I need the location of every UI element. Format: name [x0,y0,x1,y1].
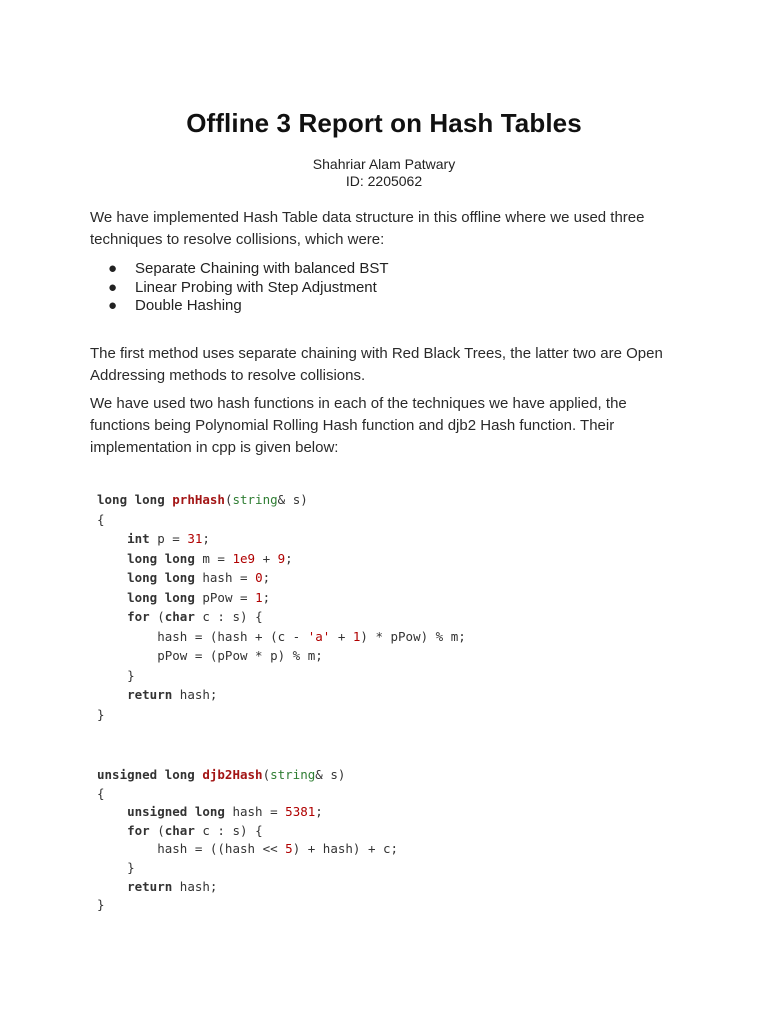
code-line [97,822,398,841]
code-token: p = [149,531,188,546]
code-token: } [97,897,105,913]
technique-list [108,260,389,316]
code-token: ( [149,822,165,838]
code-token: prhHash [172,492,225,507]
code-token: char [164,609,195,624]
code-token [97,804,127,819]
code-token: pPow = [194,589,256,605]
methods-paragraph: The first method uses separate chaining with Red Black Trees, the latter two are Open Addressing methods to resolve collisions. [90,345,663,384]
code-line [97,685,466,705]
bullet-icon: ● [108,260,118,277]
code-line [97,529,466,549]
code-token: long long [97,492,173,507]
code-token: ; [315,804,323,820]
bullet-icon: ● [108,278,118,296]
code-token: long long [127,550,195,566]
code-token: } [97,859,135,875]
document-title: Offline 3 Report on Hash Tables [186,108,582,138]
code-token: hash = ((hash << [97,841,286,857]
code-token: string [270,767,316,782]
code-token: 1 [352,628,361,644]
code-block-prhhash [97,490,466,724]
code-line [97,510,466,530]
code-token: return [127,878,173,894]
code-token: 1e9 [232,550,256,566]
code-token: 1 [255,589,263,605]
code-token [97,879,127,894]
code-line [97,896,398,915]
code-token: ( [262,767,271,782]
code-token: ; [202,531,210,546]
code-token: for [127,609,150,624]
code-token: long long [127,570,195,585]
code-token: pPow = (pPow * p) % m; [97,648,323,663]
code-line [97,705,466,725]
code-token: { [97,511,105,527]
list-item-text: Double Hashing [135,297,242,314]
author-block [0,156,768,190]
code-token: return [127,687,173,702]
code-token: 5 [285,841,293,857]
code-line [97,588,466,608]
code-block-djb2hash [97,766,398,915]
code-token: 5381 [285,804,316,820]
code-token: ; [262,570,271,585]
code-token: 9 [277,550,286,566]
code-token: for [127,822,150,838]
code-token: } [97,706,105,722]
list-item [108,279,389,298]
code-token: ( [149,609,165,624]
code-token [97,590,127,605]
code-line [97,859,398,878]
code-line [97,646,466,666]
code-line [97,785,398,804]
code-token: ; [262,589,271,605]
code-token: ( [224,492,233,507]
intro-paragraph: We have implemented Hash Table data structure in this offline where we used three techniques to resolve collisions, which were: [90,209,645,248]
code-token: string [232,492,278,507]
code-line [97,568,466,588]
code-token: + [255,550,278,566]
code-token [97,609,127,624]
code-token: } [97,667,135,683]
code-token: hash; [172,878,218,894]
code-line [97,840,398,859]
code-token: c : s) { [194,822,263,838]
code-token: hash = [224,804,286,820]
code-token: c : s) { [194,609,263,624]
code-token [97,531,127,546]
code-token [97,687,127,702]
hash-functions-paragraph: We have used two hash functions in each of the techniques we have applied, the functions being Polynomial Rolling Hash function and djb2 Hash function. Their implementation in cpp is given below: [90,395,627,456]
code-token: & s) [315,767,346,782]
list-item [108,297,389,316]
code-token: 'a' [307,628,331,644]
code-token: ; [285,550,293,566]
code-token: + [330,628,353,644]
code-line [97,607,466,627]
code-token: unsigned long [97,767,203,782]
code-token: djb2Hash [202,767,263,782]
author-name: Shahriar Alam Patwary [312,156,456,172]
code-line [97,666,466,686]
code-token: & s) [277,492,308,507]
code-token: m = [194,550,233,566]
code-token: unsigned long [127,804,225,820]
code-token: 0 [255,570,263,585]
code-token: { [97,785,105,801]
code-token: 31 [187,531,203,546]
code-line [97,878,398,897]
student-id: ID: 2205062 [345,173,423,189]
code-token: ) + hash) + c; [292,841,399,857]
code-token [97,551,127,566]
list-item [108,260,389,279]
code-token: hash = (hash + (c - [97,628,308,644]
code-line [97,627,466,647]
code-token: char [164,822,195,838]
code-line [97,766,398,785]
code-token: long long [127,589,195,605]
code-line [97,803,398,822]
code-token: hash; [172,687,218,702]
list-item-text: Linear Probing with Step Adjustment [135,278,377,296]
code-line [97,490,466,510]
code-token: ) * pPow) % m; [360,628,466,644]
code-token [97,823,127,838]
bullet-icon: ● [108,297,118,314]
code-token: hash = [194,570,256,585]
code-line [97,549,466,569]
code-token [97,570,127,585]
code-token: int [127,531,150,546]
list-item-text: Separate Chaining with balanced BST [135,260,389,277]
